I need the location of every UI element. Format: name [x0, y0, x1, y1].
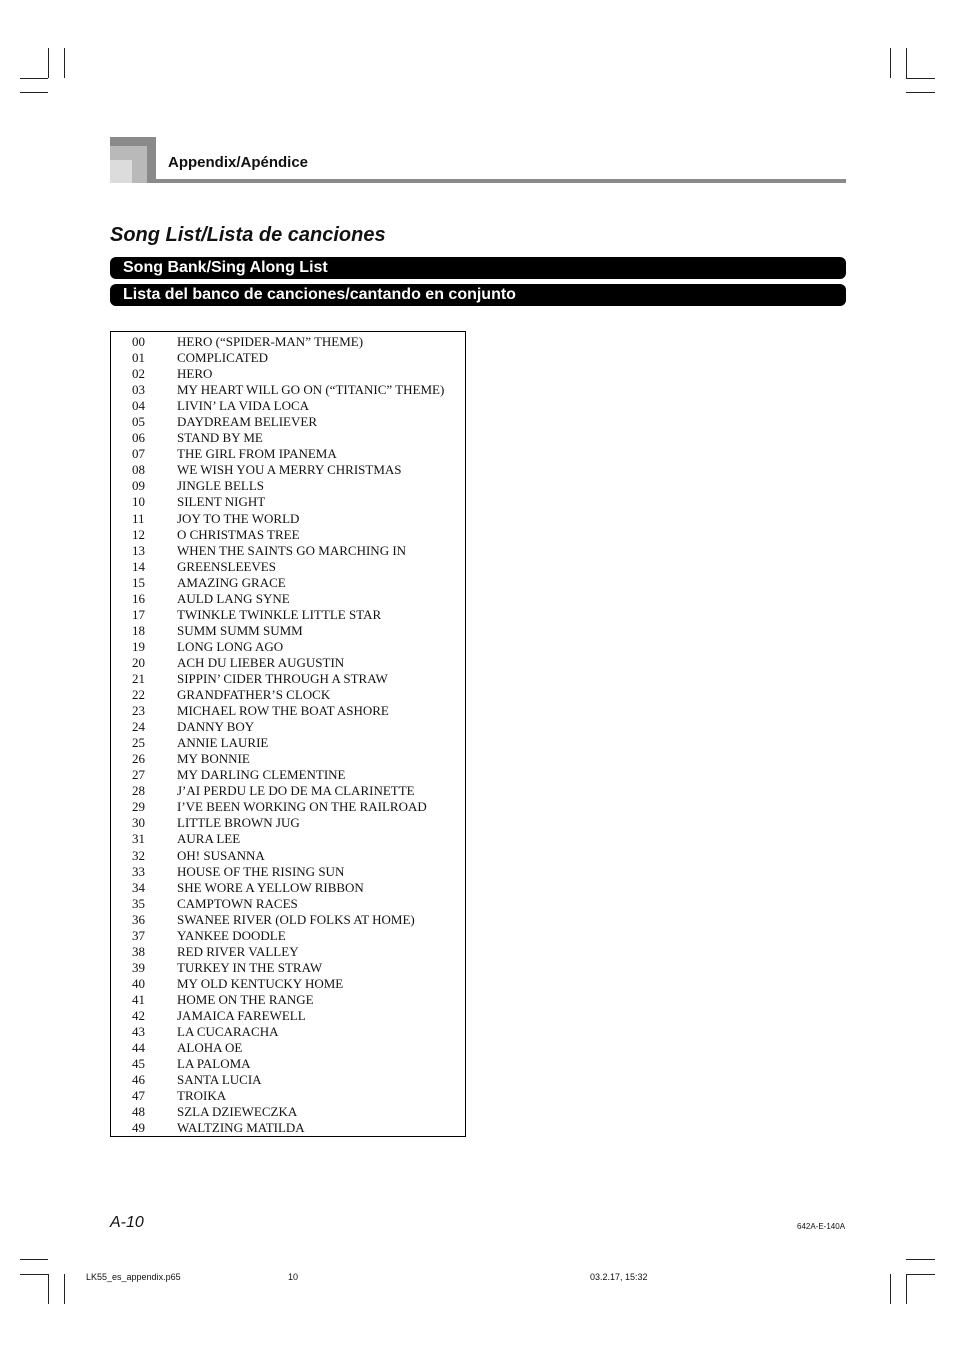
song-title: JINGLE BELLS: [177, 478, 265, 494]
song-title: SUMM SUMM SUMM: [177, 622, 303, 638]
song-row: [111, 1104, 465, 1120]
song-title: MY BONNIE: [177, 751, 250, 767]
song-number: 05: [132, 414, 145, 430]
song-number: 40: [132, 975, 145, 991]
crop-mark: [906, 92, 935, 93]
song-number: 14: [132, 558, 145, 574]
song-title: SILENT NIGHT: [177, 494, 266, 510]
song-number: 17: [132, 606, 145, 622]
song-title: LONG LONG AGO: [177, 638, 284, 654]
song-number: 49: [132, 1120, 145, 1136]
song-title: DAYDREAM BELIEVER: [177, 414, 317, 430]
song-row: [111, 783, 465, 799]
crop-mark: [906, 1274, 935, 1275]
song-number: 01: [132, 350, 145, 366]
song-row: [111, 671, 465, 687]
song-row: [111, 976, 465, 992]
song-row: [111, 815, 465, 831]
song-title: STAND BY ME: [177, 430, 263, 446]
song-row: [111, 735, 465, 751]
song-row: [111, 1072, 465, 1088]
song-title: THE GIRL FROM IPANEMA: [177, 446, 337, 462]
song-number: 18: [132, 622, 145, 638]
song-title: MY HEART WILL GO ON (“TITANIC” THEME): [177, 382, 445, 398]
song-row: [111, 1040, 465, 1056]
crop-mark: [48, 48, 49, 78]
song-row: [111, 751, 465, 767]
song-number: 09: [132, 478, 145, 494]
song-row: [111, 639, 465, 655]
song-row: [111, 896, 465, 912]
song-number: 26: [132, 751, 145, 767]
song-number: 32: [132, 847, 145, 863]
song-row: [111, 446, 465, 462]
song-title: O CHRISTMAS TREE: [177, 526, 300, 542]
subheading-bar-english: Song Bank/Sing Along List: [110, 257, 846, 279]
song-title: TROIKA: [177, 1088, 227, 1104]
song-number: 22: [132, 687, 145, 703]
song-row: [111, 350, 465, 366]
song-title: AMAZING GRACE: [177, 574, 286, 590]
section-tab-graphic: [110, 160, 132, 183]
song-title: LITTLE BROWN JUG: [177, 815, 300, 831]
song-number: 13: [132, 542, 145, 558]
song-title: HERO: [177, 366, 213, 382]
song-title: MICHAEL ROW THE BOAT ASHORE: [177, 703, 389, 719]
song-number: 12: [132, 526, 145, 542]
song-number: 08: [132, 462, 145, 478]
song-title: CAMPTOWN RACES: [177, 895, 298, 911]
crop-mark: [906, 1274, 907, 1304]
crop-mark: [20, 1259, 48, 1260]
section-label: Appendix/Apéndice: [168, 154, 309, 171]
song-number: 43: [132, 1024, 145, 1040]
song-title: JOY TO THE WORLD: [177, 510, 300, 526]
song-title: GRANDFATHER’S CLOCK: [177, 687, 331, 703]
song-number: 11: [132, 510, 145, 526]
song-number: 19: [132, 638, 145, 654]
song-row: [111, 575, 465, 591]
song-title: LA CUCARACHA: [177, 1024, 279, 1040]
song-row: [111, 494, 465, 510]
crop-mark: [20, 92, 48, 93]
song-row: [111, 462, 465, 478]
song-number: 00: [132, 334, 145, 349]
song-number: 31: [132, 831, 145, 847]
song-number: 34: [132, 879, 145, 895]
song-row: [111, 430, 465, 446]
song-row: [111, 334, 465, 350]
song-row: [111, 687, 465, 703]
song-number: 04: [132, 398, 145, 414]
song-number: 45: [132, 1056, 145, 1072]
song-row: [111, 992, 465, 1008]
song-row: [111, 719, 465, 735]
song-number: 21: [132, 670, 145, 686]
song-number: 02: [132, 366, 145, 382]
song-number: 30: [132, 815, 145, 831]
song-row: [111, 655, 465, 671]
page-number: A-10: [110, 1214, 144, 1231]
song-number: 35: [132, 895, 145, 911]
footer-timestamp: 03.2.17, 15:32: [590, 1272, 648, 1282]
song-title: J’AI PERDU LE DO DE MA CLARINETTE: [177, 783, 415, 799]
song-row: [111, 831, 465, 847]
song-title: ACH DU LIEBER AUGUSTIN: [177, 654, 345, 670]
song-title: DANNY BOY: [177, 719, 255, 735]
document-code: 642A-E-140A: [797, 1222, 846, 1231]
song-row: [111, 1088, 465, 1104]
crop-mark: [20, 78, 48, 79]
song-title: HERO (“SPIDER-MAN” THEME): [177, 334, 364, 349]
crop-mark: [64, 1274, 65, 1304]
crop-mark: [20, 1274, 48, 1275]
song-row: [111, 1024, 465, 1040]
song-number: 15: [132, 574, 145, 590]
song-list: [111, 334, 465, 1136]
song-number: 20: [132, 654, 145, 670]
song-number: 10: [132, 494, 145, 510]
section-rule: [156, 179, 846, 183]
crop-mark: [906, 1259, 935, 1260]
song-row: [111, 912, 465, 928]
song-title: SZLA DZIEWECZKA: [177, 1104, 298, 1120]
song-title: HOUSE OF THE RISING SUN: [177, 863, 345, 879]
crop-mark: [890, 48, 891, 78]
song-title: LA PALOMA: [177, 1056, 251, 1072]
song-row: [111, 1008, 465, 1024]
song-number: 41: [132, 991, 145, 1007]
song-row: [111, 543, 465, 559]
song-number: 33: [132, 863, 145, 879]
song-row: [111, 366, 465, 382]
song-number: 46: [132, 1072, 145, 1088]
song-number: 25: [132, 735, 145, 751]
song-row: [111, 398, 465, 414]
song-row: [111, 478, 465, 494]
song-title: WE WISH YOU A MERRY CHRISTMAS: [177, 462, 402, 478]
song-number: 37: [132, 927, 145, 943]
song-row: [111, 382, 465, 398]
song-title: SWANEE RIVER (OLD FOLKS AT HOME): [177, 911, 415, 927]
song-row: [111, 767, 465, 783]
crop-mark: [906, 48, 907, 78]
song-number: 29: [132, 799, 145, 815]
song-title: ALOHA OE: [177, 1040, 243, 1056]
song-number: 03: [132, 382, 145, 398]
song-number: 38: [132, 943, 145, 959]
song-title: COMPLICATED: [177, 350, 269, 366]
song-row: [111, 703, 465, 719]
song-title: RED RIVER VALLEY: [177, 943, 299, 959]
song-row: [111, 864, 465, 880]
song-title: OH! SUSANNA: [177, 847, 265, 863]
crop-mark: [48, 1274, 49, 1304]
song-title: SIPPIN’ CIDER THROUGH A STRAW: [177, 670, 388, 686]
footer-file-name: LK55_es_appendix.p65: [86, 1272, 181, 1282]
song-row: [111, 1120, 465, 1136]
song-row: [111, 1056, 465, 1072]
song-title: SANTA LUCIA: [177, 1072, 262, 1088]
song-row: [111, 607, 465, 623]
song-row: [111, 559, 465, 575]
song-title: AULD LANG SYNE: [177, 590, 290, 606]
song-number: 24: [132, 719, 145, 735]
subheading-bar-spanish: Lista del banco de canciones/cantando en conjunto: [110, 284, 846, 306]
song-row: [111, 591, 465, 607]
song-title: YANKEE DOODLE: [177, 927, 286, 943]
song-row: [111, 928, 465, 944]
song-title: I’VE BEEN WORKING ON THE RAILROAD: [177, 799, 427, 815]
song-title: LIVIN’ LA VIDA LOCA: [177, 398, 310, 414]
page-title: Song List/Lista de canciones: [110, 224, 386, 246]
song-title: HOME ON THE RANGE: [177, 991, 314, 1007]
song-row: [111, 960, 465, 976]
song-number: 06: [132, 430, 145, 446]
song-row: [111, 511, 465, 527]
song-title: TURKEY IN THE STRAW: [177, 959, 323, 975]
crop-mark: [890, 1274, 891, 1304]
song-number: 27: [132, 767, 145, 783]
song-title: SHE WORE A YELLOW RIBBON: [177, 879, 364, 895]
song-number: 42: [132, 1007, 145, 1023]
song-row: [111, 527, 465, 543]
crop-mark: [64, 48, 65, 78]
song-title: WALTZING MATILDA: [177, 1120, 305, 1136]
song-number: 36: [132, 911, 145, 927]
song-title: ANNIE LAURIE: [177, 735, 269, 751]
song-title: AURA LEE: [177, 831, 241, 847]
crop-mark: [906, 78, 935, 79]
song-number: 07: [132, 446, 145, 462]
song-title: MY DARLING CLEMENTINE: [177, 767, 346, 783]
song-row: [111, 880, 465, 896]
song-list-box: [110, 331, 466, 1137]
song-title: JAMAICA FAREWELL: [177, 1007, 306, 1023]
song-row: [111, 944, 465, 960]
song-row: [111, 623, 465, 639]
footer-sheet-number: 10: [288, 1272, 299, 1282]
song-title: MY OLD KENTUCKY HOME: [177, 975, 344, 991]
song-number: 44: [132, 1040, 145, 1056]
song-title: GREENSLEEVES: [177, 558, 276, 574]
song-number: 28: [132, 783, 145, 799]
song-number: 48: [132, 1104, 145, 1120]
song-title: TWINKLE TWINKLE LITTLE STAR: [177, 606, 382, 622]
song-number: 16: [132, 590, 145, 606]
song-row: [111, 848, 465, 864]
song-title: WHEN THE SAINTS GO MARCHING IN: [177, 542, 407, 558]
song-row: [111, 799, 465, 815]
song-number: 39: [132, 959, 145, 975]
song-number: 23: [132, 703, 145, 719]
song-number: 47: [132, 1088, 145, 1104]
song-row: [111, 414, 465, 430]
